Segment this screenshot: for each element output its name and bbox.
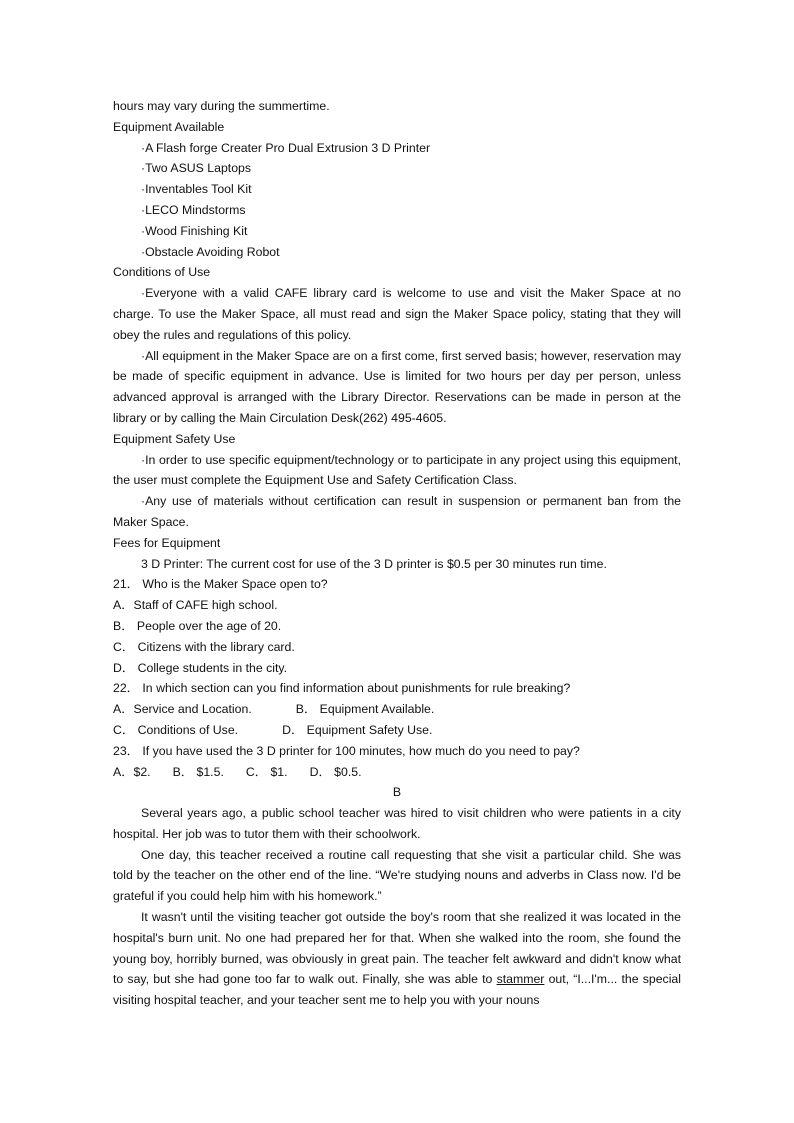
- question-22-option-b: B． Equipment Available.: [295, 702, 435, 717]
- question-22-option-c: C． Conditions of Use.: [113, 722, 239, 737]
- passage-b-body: [113, 803, 681, 1011]
- question-21-option-b: B． People over the age of 20.: [113, 618, 282, 633]
- question-21-option-c: C． Citizens with the library card.: [113, 639, 295, 654]
- equipment-item: ·Two ASUS Laptops: [141, 161, 252, 176]
- equipment-item: ·Obstacle Avoiding Robot: [141, 244, 280, 259]
- passage-b-label: B: [392, 785, 402, 800]
- passage-b-paragraph-1: Several years ago, a public school teacher was hired to visit children who were patients in a city hospital. Her job was to tutor them with their schoolwork.: [113, 806, 681, 841]
- conditions-heading: Conditions of Use: [113, 265, 211, 280]
- equipment-item: ·Inventables Tool Kit: [141, 182, 252, 197]
- fees-text: 3 D Printer: The current cost for use of the 3 D printer is $0.5 per 30 minutes run time.: [141, 556, 607, 571]
- document-page: [113, 96, 681, 1011]
- safety-heading: Equipment Safety Use: [113, 431, 236, 446]
- equipment-item: ·A Flash forge Creater Pro Dual Extrusion 3 D Printer: [141, 140, 431, 155]
- equipment-item: ·LECO Mindstorms: [141, 202, 246, 217]
- passage-b-p3-before: It wasn't until the visiting teacher got outside the boy's room that she realized it was located in the hospital's burn unit. No one had prepared her for that. When she walked into the room, she found the young boy, horribly burned, was obviously in great pain. The teacher felt awkward and didn't know what to say, but she had gone too far to walk out. Finally, she was able to: [113, 910, 681, 987]
- question-23: 23． If you have used the 3 D printer for 100 minutes, how much do you need to pay?: [113, 743, 580, 758]
- question-23-option-b: B． $1.5.: [172, 764, 224, 779]
- fees-heading: Fees for Equipment: [113, 535, 221, 550]
- safety-body: [113, 450, 681, 533]
- question-21-option-d: D． College students in the city.: [113, 660, 288, 675]
- conditions-paragraph-2: ·All equipment in the Maker Space are on a first come, first served basis; however, reservation may be made of specific equipment in advance. Use is limited for two hours per day per person, unless advanced approval is arranged with the Library Director. Reservations can be made in person at the library or by calling the Main Circulation Desk(262) 495-4605.: [113, 348, 681, 425]
- intro-tail: hours may vary during the summertime.: [113, 99, 330, 113]
- question-22-options-row-2: [113, 720, 681, 741]
- equipment-heading: Equipment Available: [113, 119, 225, 134]
- passage-b-p3-after: out, “I...I'm... the special visiting hospital teacher, and your teacher sent me to help you with your nouns: [113, 972, 681, 1008]
- question-23-option-d: D． $0.5.: [309, 764, 362, 779]
- question-22: 22． In which section can you find information about punishments for rule breaking?: [113, 681, 571, 696]
- passage-b-paragraph-3: [113, 907, 681, 1011]
- question-22-option-a: A．Service and Location.: [113, 702, 252, 717]
- question-23-option-c: C． $1.: [245, 764, 288, 779]
- question-21-option-a: A．Staff of CAFE high school.: [113, 598, 278, 613]
- question-23-options-row: [113, 762, 681, 783]
- question-22-option-d: D． Equipment Safety Use.: [282, 722, 433, 737]
- question-21: 21． Who is the Maker Space open to?: [113, 577, 328, 592]
- question-23-option-a: A．$2.: [113, 764, 151, 779]
- safety-paragraph-1: ·In order to use specific equipment/technology or to participate in any project using this equipment, the user must complete the Equipment Use and Safety Certification Class.: [113, 452, 681, 488]
- question-22-options-row-1: [113, 699, 681, 720]
- conditions-body: [113, 283, 681, 429]
- conditions-paragraph-1: ·Everyone with a valid CAFE library card is welcome to use and visit the Maker Space at no charge. To use the Maker Space, all must read and sign the Maker Space policy, stating that they will obey the rules and regulations of this policy.: [113, 286, 681, 342]
- equipment-item: ·Wood Finishing Kit: [141, 223, 248, 238]
- passage-b-paragraph-2: One day, this teacher received a routine call requesting that she visit a particular child. She was told by the teacher on the other end of the line. “We're studying nouns and adverbs in Class now. I'd be grateful if you could help him with his homework.”: [113, 847, 681, 904]
- safety-paragraph-2: ·Any use of materials without certification can result in suspension or permanent ban from the Maker Space.: [113, 494, 681, 529]
- underlined-word-stammer: stammer: [496, 972, 545, 987]
